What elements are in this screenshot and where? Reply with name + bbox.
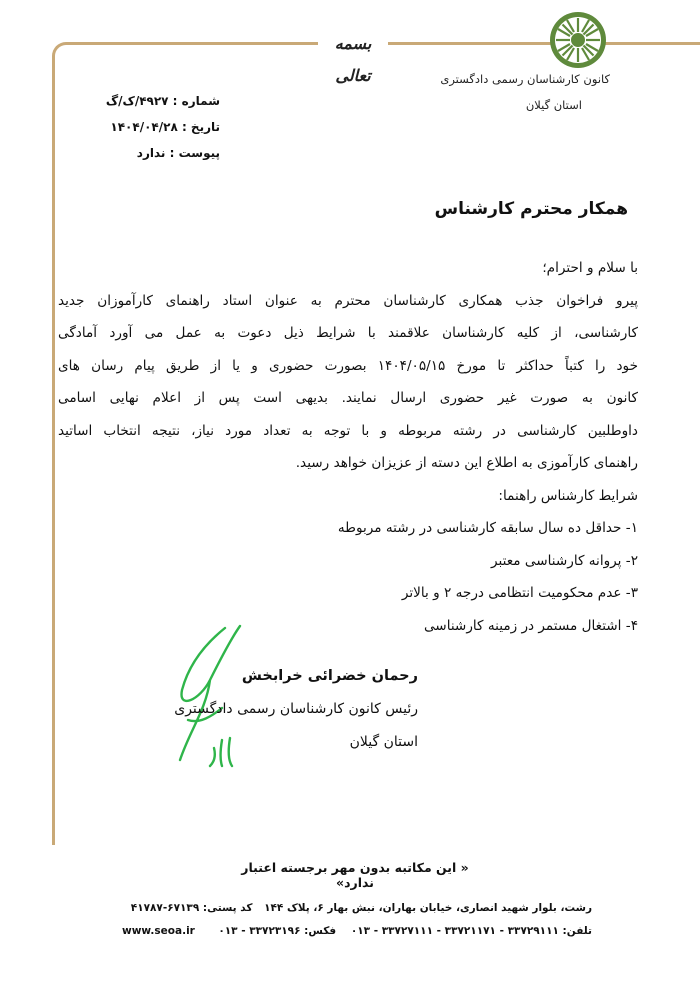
letter-meta bbox=[100, 88, 220, 166]
body-line: پیرو فراخوان جذب همکاری کارشناسان محترم به عنوان استاد راهنمای کارآموزان جدید bbox=[58, 292, 638, 309]
condition-item: ۴- اشتغال مستمر در زمینه کارشناسی bbox=[423, 617, 638, 634]
postal-code: کد پستی: ۶۷۱۳۹-۴۱۷۸۷ bbox=[130, 902, 253, 914]
condition-item: ۱- حداقل ده سال سابقه کارشناسی در رشته مربوطه bbox=[337, 520, 638, 536]
website-link[interactable]: www.seoa.ir bbox=[122, 925, 195, 937]
address-text: رشت، بلوار شهید انصاری، خیابان بهاران، نبش بهار ۶، پلاک ۱۴۴ bbox=[264, 902, 592, 914]
letter-date: تاریخ : ۱۴۰۴/۰۴/۲۸ bbox=[110, 120, 220, 134]
conditions-title: شرایط کارشناس راهنما: bbox=[498, 487, 638, 504]
body-line: کانون به صورت غیر حضوری ارسال نمایند. بدیهی است پس از اعلام نهایی اسامی bbox=[58, 390, 638, 406]
salutation: همکار محترم کارشناس bbox=[434, 199, 628, 219]
letter-number: شماره : ۴۹۲۷/ک/گ bbox=[105, 94, 220, 108]
fax-number: فکس: ۳۳۷۲۳۱۹۶ - ۰۱۳ bbox=[218, 925, 337, 937]
org-name: کانون کارشناسان رسمی دادگستری bbox=[440, 72, 610, 86]
phone-numbers: تلفن: ۳۳۷۲۹۱۱۱ - ۳۳۷۲۱۱۷۱ - ۳۳۷۲۷۱۱۱ - ۰۱۳ bbox=[350, 925, 592, 937]
letter-body bbox=[58, 252, 638, 642]
footer-contacts bbox=[122, 925, 592, 937]
letter-attachment: پیوست : ندارد bbox=[136, 146, 220, 160]
footer-address bbox=[122, 902, 592, 914]
signer-title: رئیس کانون کارشناسان رسمی دادگستری bbox=[174, 701, 418, 717]
body-line: کارشناسی، از کلیه کارشناسان علاقمند با شرایط ذیل دعوت به عمل می آورد آمادگی bbox=[58, 325, 638, 341]
body-line: راهنمای کارآموزی به اطلاع این دسته از عزیزان خواهد رسید. bbox=[295, 455, 638, 471]
body-line: خود را کتباً حداکثر تا مورخ ۱۴۰۴/۰۵/۱۵ بصورت حضوری و یا از طریق پیام رسان های bbox=[58, 357, 638, 374]
basmala: بسمه تعالی bbox=[318, 28, 388, 60]
footer-note: « این مکاتبه بدون مهر برجسته اعتبار ندارد» bbox=[241, 860, 469, 890]
signer-city: استان گیلان bbox=[349, 734, 418, 750]
org-seal-icon bbox=[548, 10, 608, 70]
greeting: با سلام و احترام؛ bbox=[542, 260, 638, 276]
condition-item: ۳- عدم محکومیت انتظامی درجه ۲ و بالاتر bbox=[401, 585, 638, 601]
signer-name: رحمان خضرائی خرابخش bbox=[241, 668, 418, 684]
condition-item: ۲- پروانه کارشناسی معتبر bbox=[491, 552, 638, 569]
org-city: استان گیلان bbox=[525, 98, 582, 112]
signature-block bbox=[138, 660, 418, 759]
body-line: داوطلبین کارشناسی در رشته مربوطه و با توجه به تعداد مورد نیاز، نتیجه انتخاب اساتید bbox=[58, 422, 638, 439]
